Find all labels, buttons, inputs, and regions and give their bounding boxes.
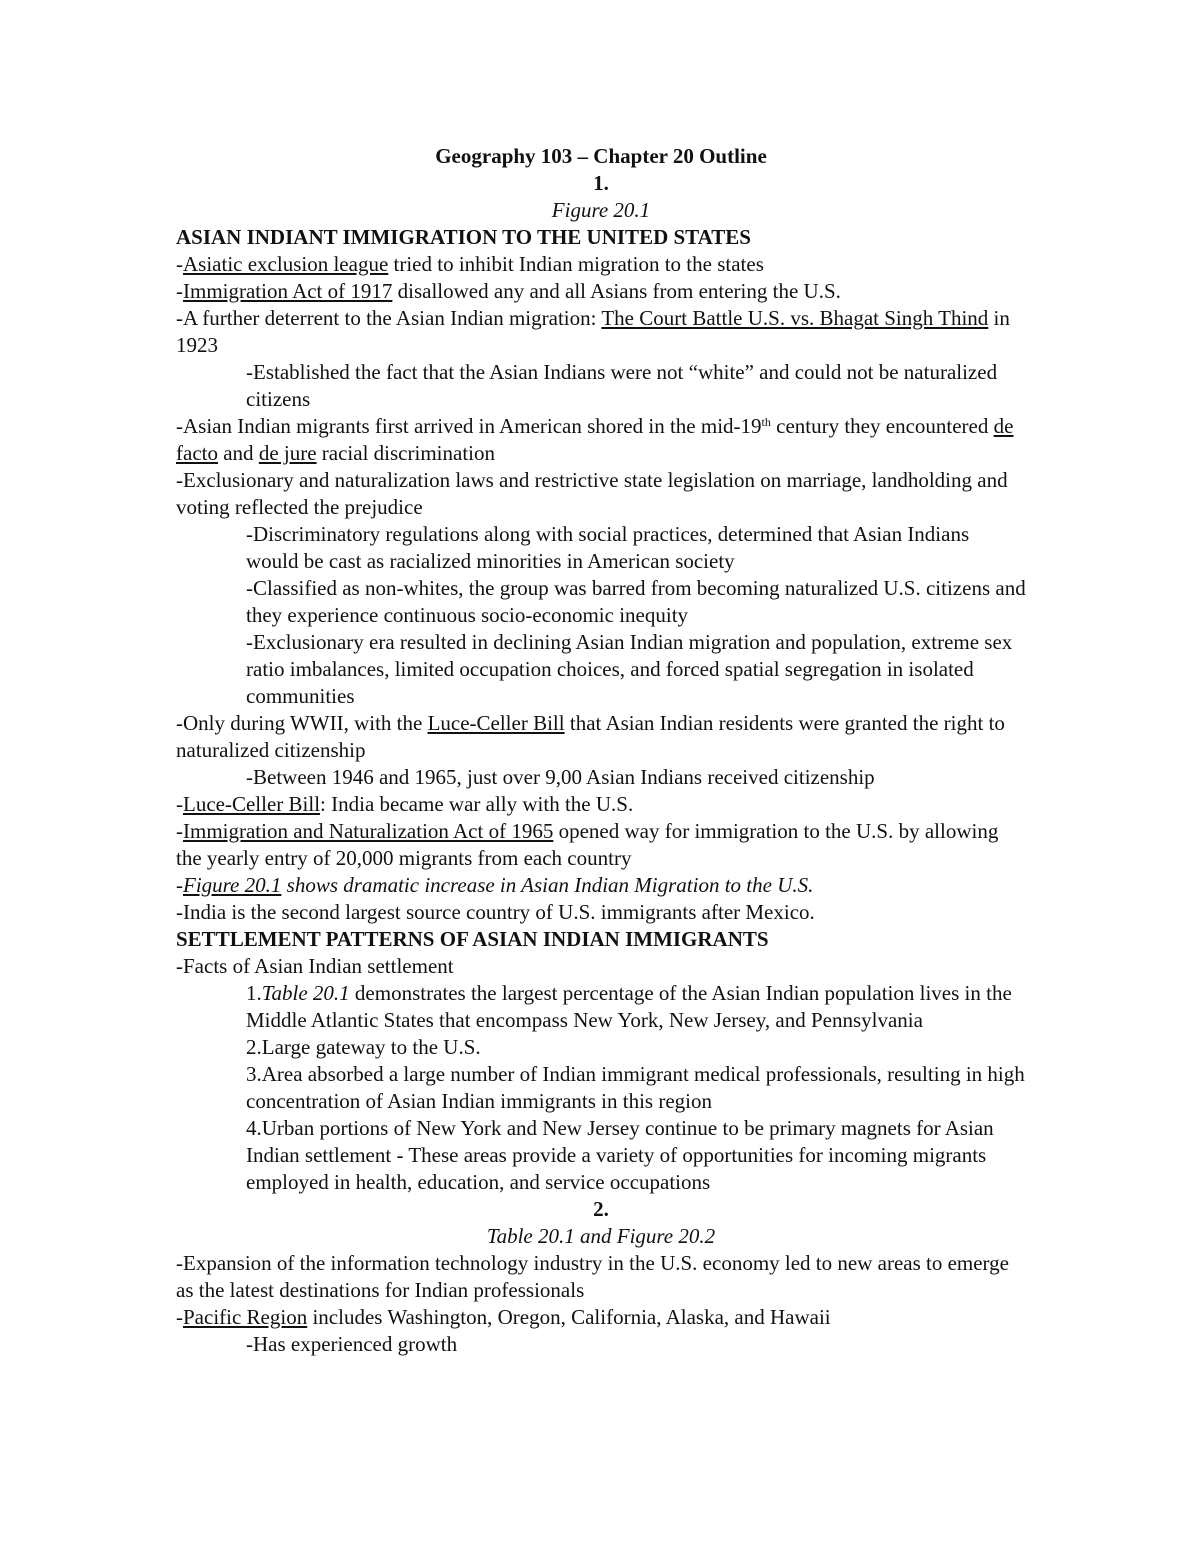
outline-item: -Pacific Region includes Washington, Oregon, California, Alaska, and Hawaii (176, 1305, 831, 1329)
outline-item: -Facts of Asian Indian settlement (176, 954, 454, 978)
outline-subitem: -Between 1946 and 1965, just over 9,00 Asian Indians received citizenship (246, 765, 875, 789)
outline-item: -Figure 20.1 shows dramatic increase in Asian Indian Migration to the U.S. (176, 873, 814, 897)
outline-item: -Immigration and Naturalization Act of 1965 opened way for immigration to the U.S. by allowing the yearly entry of 20,000 migrants from each country (176, 819, 999, 870)
outline-subitem: -Classified as non-whites, the group was barred from becoming naturalized U.S. citizens and they experience continuous socio-economic inequity (246, 576, 1026, 627)
outline-subitem: -Discriminatory regulations along with social practices, determined that Asian Indians would be cast as racialized minorities in American society (246, 522, 970, 573)
outline-subitem: -Established the fact that the Asian Indians were not “white” and could not be naturalized citizens (246, 360, 998, 411)
outline-item: -Asian Indian migrants first arrived in American shored in the mid-19th century they encountered de facto and de jure racial discrimination (176, 414, 1014, 465)
document-page (176, 143, 1026, 1358)
numbered-item: 4.Urban portions of New York and New Jersey continue to be primary magnets for Asian Indian settlement - These areas provide a variety of opportunities for incoming migrants employed in health, education, and service occupations (246, 1116, 994, 1194)
numbered-item: 1.Table 20.1 demonstrates the largest percentage of the Asian Indian population lives in the Middle Atlantic States that encompass New York, New Jersey, and Pennsylvania (246, 981, 1012, 1032)
outline-item: -Immigration Act of 1917 disallowed any and all Asians from entering the U.S. (176, 279, 841, 303)
outline-item: -Asiatic exclusion league tried to inhibit Indian migration to the states (176, 252, 764, 276)
numbered-item: 3.Area absorbed a large number of Indian immigrant medical professionals, resulting in high concentration of Asian Indian immigrants in this region (246, 1062, 1025, 1113)
outline-item: -A further deterrent to the Asian Indian migration: The Court Battle U.S. vs. Bhagat Singh Thind in 1923 (176, 306, 1010, 357)
section-heading: ASIAN INDIANT IMMIGRATION TO THE UNITED STATES (176, 225, 751, 249)
section-number: 2. (593, 1197, 609, 1221)
page-title: Geography 103 – Chapter 20 Outline (435, 144, 767, 168)
outline-subitem: -Has experienced growth (246, 1332, 458, 1356)
outline-subitem: -Exclusionary era resulted in declining Asian Indian migration and population, extreme sex ratio imbalances, limited occupation choices, and forced spatial segregation in isolated communities (246, 630, 1013, 708)
outline-item: -Exclusionary and naturalization laws and restrictive state legislation on marriage, landholding and voting reflected the prejudice (176, 468, 1008, 519)
section-number: 1. (593, 171, 609, 195)
outline-item: -Expansion of the information technology industry in the U.S. economy led to new areas to emerge as the latest destinations for Indian professionals (176, 1251, 1009, 1302)
figure-caption: Table 20.1 and Figure 20.2 (486, 1224, 716, 1248)
figure-caption: Figure 20.1 (551, 198, 651, 222)
outline-item: -Luce-Celler Bill: India became war ally with the U.S. (176, 792, 634, 816)
outline-item: -India is the second largest source country of U.S. immigrants after Mexico. (176, 900, 815, 924)
numbered-item: 2.Large gateway to the U.S. (246, 1035, 481, 1059)
outline-item: -Only during WWII, with the Luce-Celler Bill that Asian Indian residents were granted the right to naturalized citizenship (176, 711, 1005, 762)
section-heading: SETTLEMENT PATTERNS OF ASIAN INDIAN IMMIGRANTS (176, 927, 769, 951)
